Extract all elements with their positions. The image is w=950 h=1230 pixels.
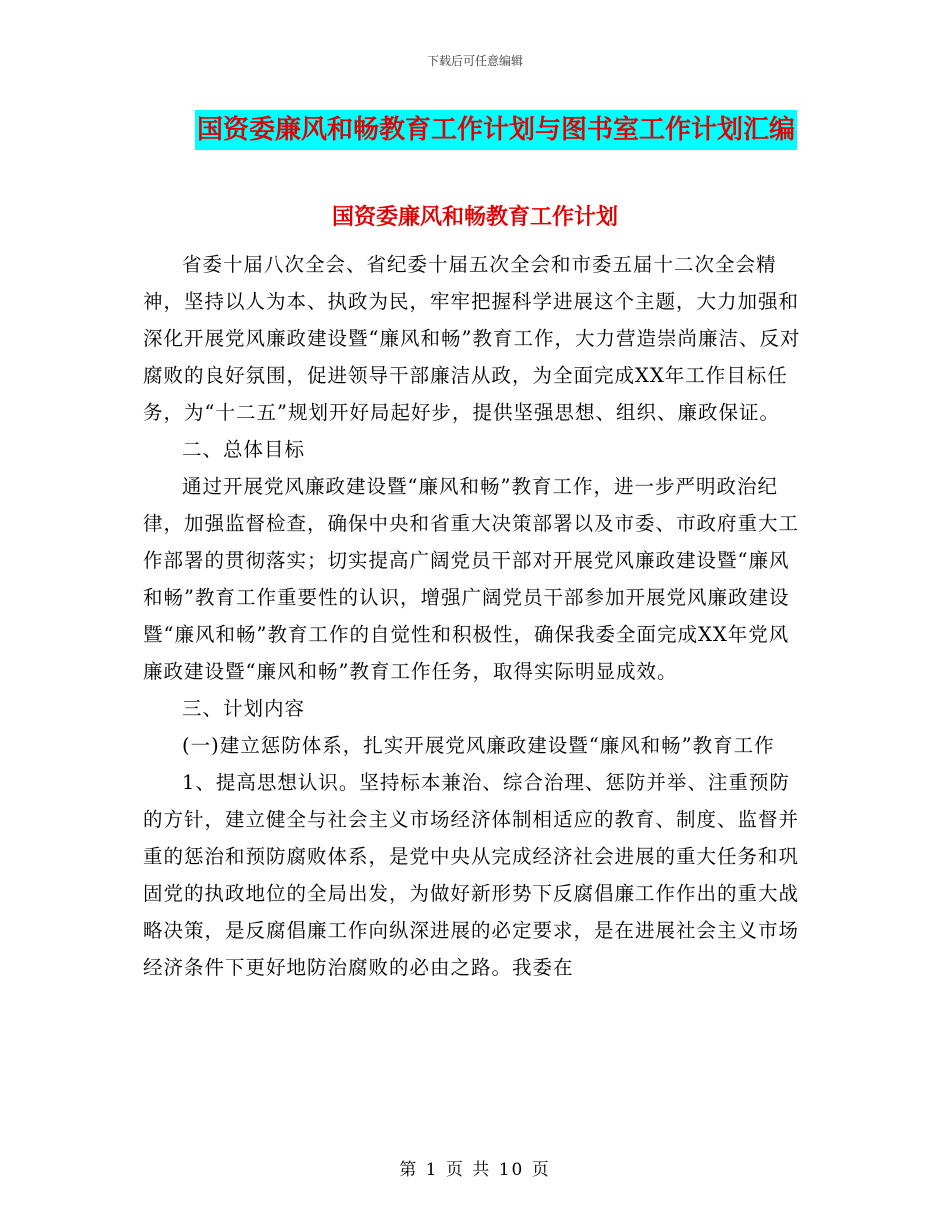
- section-heading-plan-content: 三、计划内容: [182, 697, 306, 720]
- paragraph-intro: 省委十届八次全会、省纪委十届五次全会和市委五届十二次全会精神，坚持以人为本、执政为民，牢牢把握科学进展这个主题，大力加强和深化开展党风廉政建设暨“廉风和畅”教育工作，大力营造崇尚廉洁、反对腐败的良好氛围，促进领导干部廉洁从政，为全面完成XX年工作目标任务，为“十二五”规划开好局起好步，提供坚强思想、组织、廉政保证。: [143, 253, 801, 424]
- paragraph-item-1: 1、提高思想认识。坚持标本兼治、综合治理、惩防并举、注重预防的方针，建立健全与社会主义市场经济体制相适应的教育、制度、监督并重的惩治和预防腐败体系，是党中央从完成经济社会进展的重大任务和巩固党的执政地位的全局出发，为做好新形势下反腐倡廉工作作出的重大战略决策，是反腐倡廉工作向纵深进展的必定要求，是在进展社会主义市场经济条件下更好地防治腐败的必由之路。我委在: [143, 771, 800, 979]
- document-sub-title: 国资委廉风和畅教育工作计划: [331, 204, 618, 230]
- page-number-footer: 第 1 页 共 10 页: [399, 1160, 551, 1180]
- paragraph-overall-goal: 通过开展党风廉政建设暨“廉风和畅”教育工作，进一步严明政治纪律，加强监督检查，确保中央和省重大决策部署以及市委、市政府重大工作部署的贯彻落实；切实提高广阔党员干部对开展党风廉政建设暨“廉风和畅”教育工作重要性的认识，增强广阔党员干部参加开展党风廉政建设暨“廉风和畅”教育工作的自觉性和积极性，确保我委全面完成XX年党风廉政建设暨“廉风和畅”教育工作任务，取得实际明显成效。: [143, 475, 800, 683]
- subsection-heading-system: (一)建立惩防体系，扎实开展党风廉政建设暨“廉风和畅”教育工作: [182, 734, 775, 757]
- document-body: [143, 246, 808, 986]
- section-heading-overall-goal: 二、总体目标: [182, 438, 306, 461]
- document-main-title: 国资委廉风和畅教育工作计划与图书室工作计划汇编: [195, 110, 797, 150]
- header-note: 下载后可任意编辑: [426, 54, 523, 68]
